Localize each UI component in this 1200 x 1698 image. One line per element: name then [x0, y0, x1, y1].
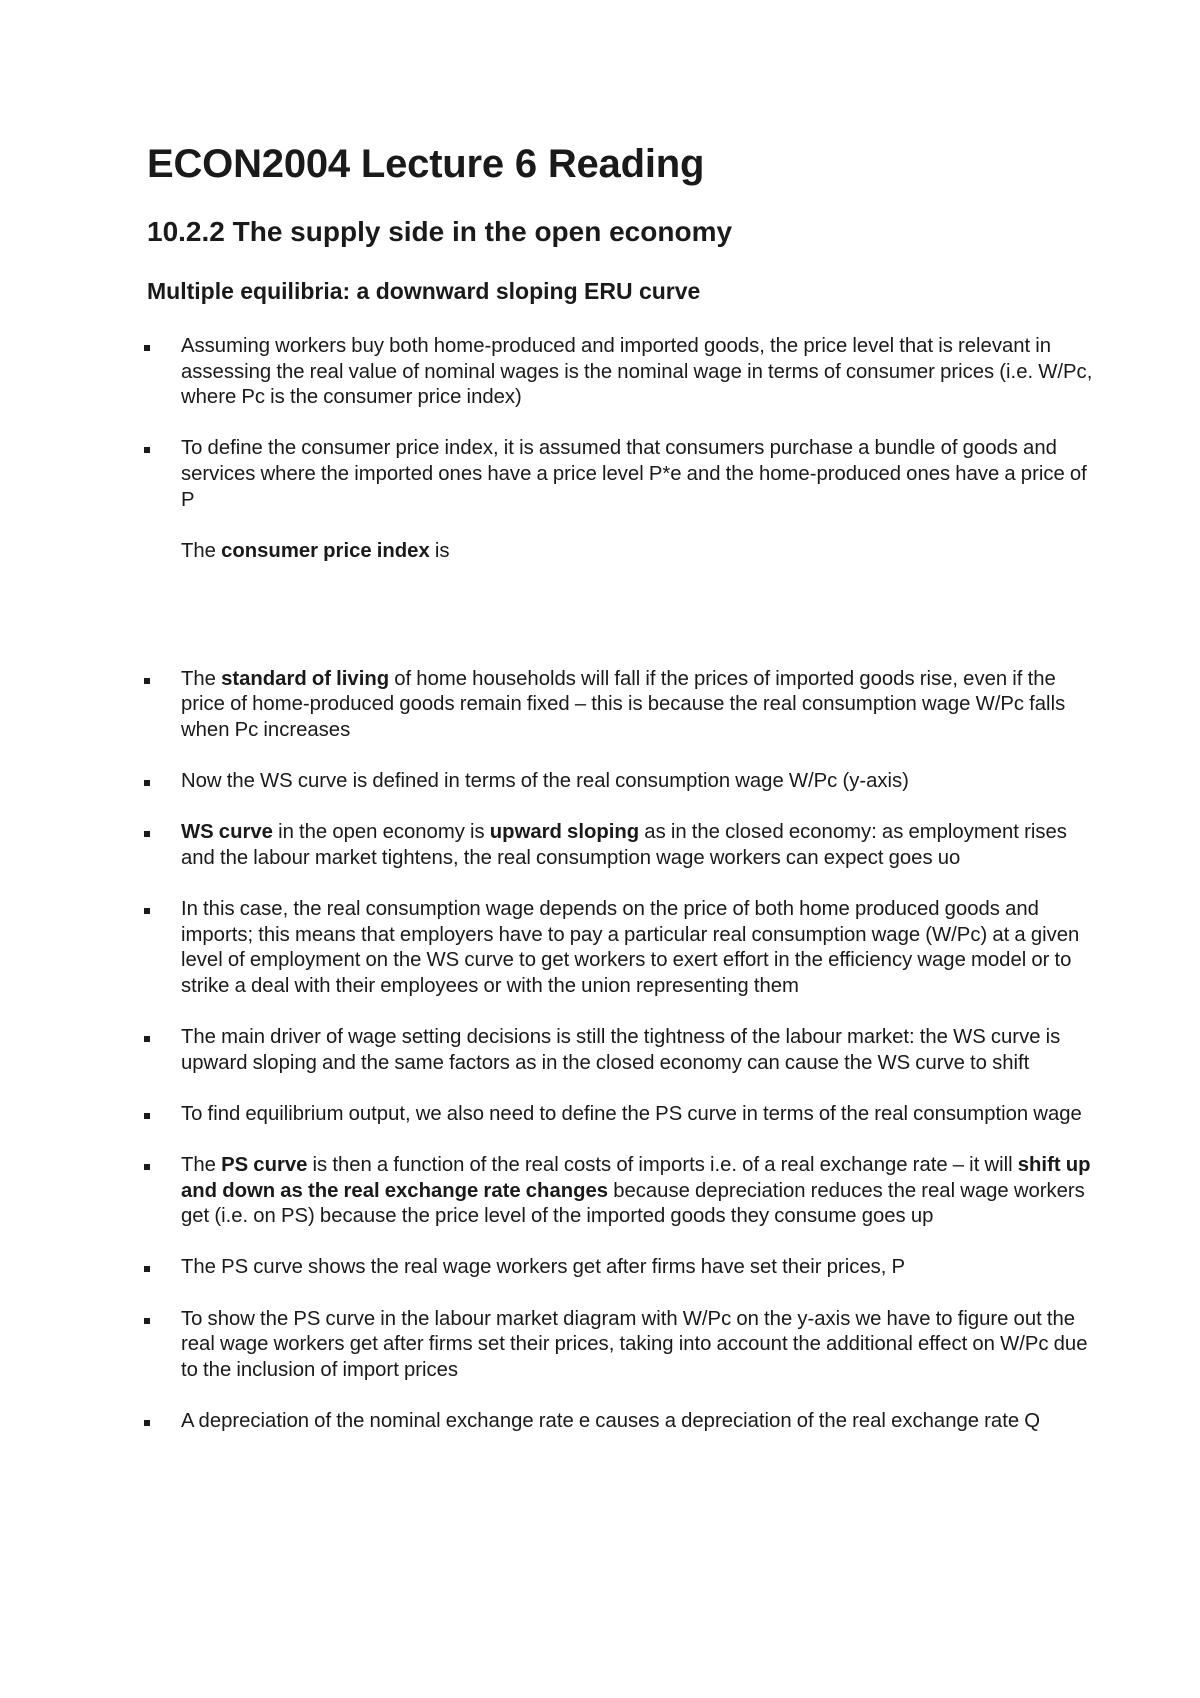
bullet-item: The PS curve is then a function of the real costs of imports i.e. of a real exchange rate – it will shift up and down as the real exchange rate changes because depreciation reduces the real wage workers get (i.e. on PS) because the price level of the imported goods they consume goes up [147, 1153, 1097, 1230]
square-bullet-icon [144, 678, 150, 684]
square-bullet-icon [144, 780, 150, 786]
emphasis-text: PS curve [221, 1154, 308, 1177]
sub-heading: Multiple equilibria: a downward sloping ERU curve [147, 278, 701, 304]
cpi-definition: The consumer price index is [181, 539, 450, 562]
bullet-text: To find equilibrium output, we also need to define the PS curve in terms of the real consumption wage [181, 1102, 1082, 1125]
section-heading: 10.2.2 The supply side in the open economy [147, 216, 733, 247]
formula-space [181, 564, 1097, 641]
square-bullet-icon [144, 447, 150, 453]
emphasis-text: standard of living [221, 667, 390, 690]
square-bullet-icon [144, 1420, 150, 1426]
bullet-item [147, 1025, 1097, 1076]
square-bullet-icon [144, 831, 150, 837]
bullet-item [147, 769, 1097, 795]
bullet-text: The PS curve shows the real wage workers get after firms have set their prices, P [181, 1256, 906, 1279]
bullet-item: WS curve in the open economy is upward sloping as in the closed economy: as employment rises and the labour market tightens, the real consumption wage workers can expect goes uo [147, 820, 1097, 871]
bullet-text: To show the PS curve in the labour market diagram with W/Pc on the y-axis we have to figure out the real wage workers get after firms set their prices, taking into account the additional effect on W/Pc due to the inclusion of import prices [181, 1307, 1088, 1381]
bullet-item: The standard of living of home households will fall if the prices of imported goods rise, even if the price of home-produced goods remain fixed – this is because the real consumption wage W/Pc falls when Pc increases [147, 667, 1097, 744]
bullet-list [147, 334, 1097, 1460]
bullet-item [147, 897, 1097, 999]
emphasis-text: WS curve [181, 821, 273, 844]
bullet-item [147, 436, 1097, 641]
bullet-text: A depreciation of the nominal exchange rate e causes a depreciation of the real exchange rate Q [181, 1409, 1041, 1432]
square-bullet-icon [144, 908, 150, 914]
square-bullet-icon [144, 1318, 150, 1324]
square-bullet-icon [144, 1266, 150, 1272]
emphasis-text: shift up and down as the real exchange rate changes [181, 1154, 1091, 1202]
bullet-item [147, 1102, 1097, 1128]
bullet-text: In this case, the real consumption wage depends on the price of both home produced goods and imports; this means that employers have to pay a particular real consumption wage (W/Pc) at a given level of employment on the WS curve to get workers to exert effort in the efficiency wage model or to strike a deal with their employees or with the union representing them [181, 898, 1080, 997]
bullet-item [147, 1255, 1097, 1281]
square-bullet-icon [144, 1164, 150, 1170]
document-title: ECON2004 Lecture 6 Reading [147, 142, 705, 186]
bullet-text: To define the consumer price index, it is assumed that consumers purchase a bundle of goods and services where the imported ones have a price level P*e and the home-produced ones have a price of P [181, 437, 1087, 511]
bullet-text: The main driver of wage setting decisions is still the tightness of the labour market: the WS curve is upward sloping and the same factors as in the closed economy can cause the WS curve to shift [181, 1026, 1061, 1074]
bullet-item [147, 334, 1097, 411]
bullet-text: Assuming workers buy both home-produced and imported goods, the price level that is relevant in assessing the real value of nominal wages is the nominal wage in terms of consumer prices (i.e. W/Pc, where Pc is the consumer price index) [181, 335, 1093, 409]
square-bullet-icon [144, 1036, 150, 1042]
bullet-text: Now the WS curve is defined in terms of the real consumption wage W/Pc (y-axis) [181, 770, 909, 793]
bullet-item [147, 1307, 1097, 1384]
bullet-item [147, 1409, 1097, 1435]
square-bullet-icon [144, 1113, 150, 1119]
square-bullet-icon [144, 345, 150, 351]
cpi-term: consumer price index [221, 539, 430, 562]
emphasis-text: upward sloping [489, 821, 640, 844]
